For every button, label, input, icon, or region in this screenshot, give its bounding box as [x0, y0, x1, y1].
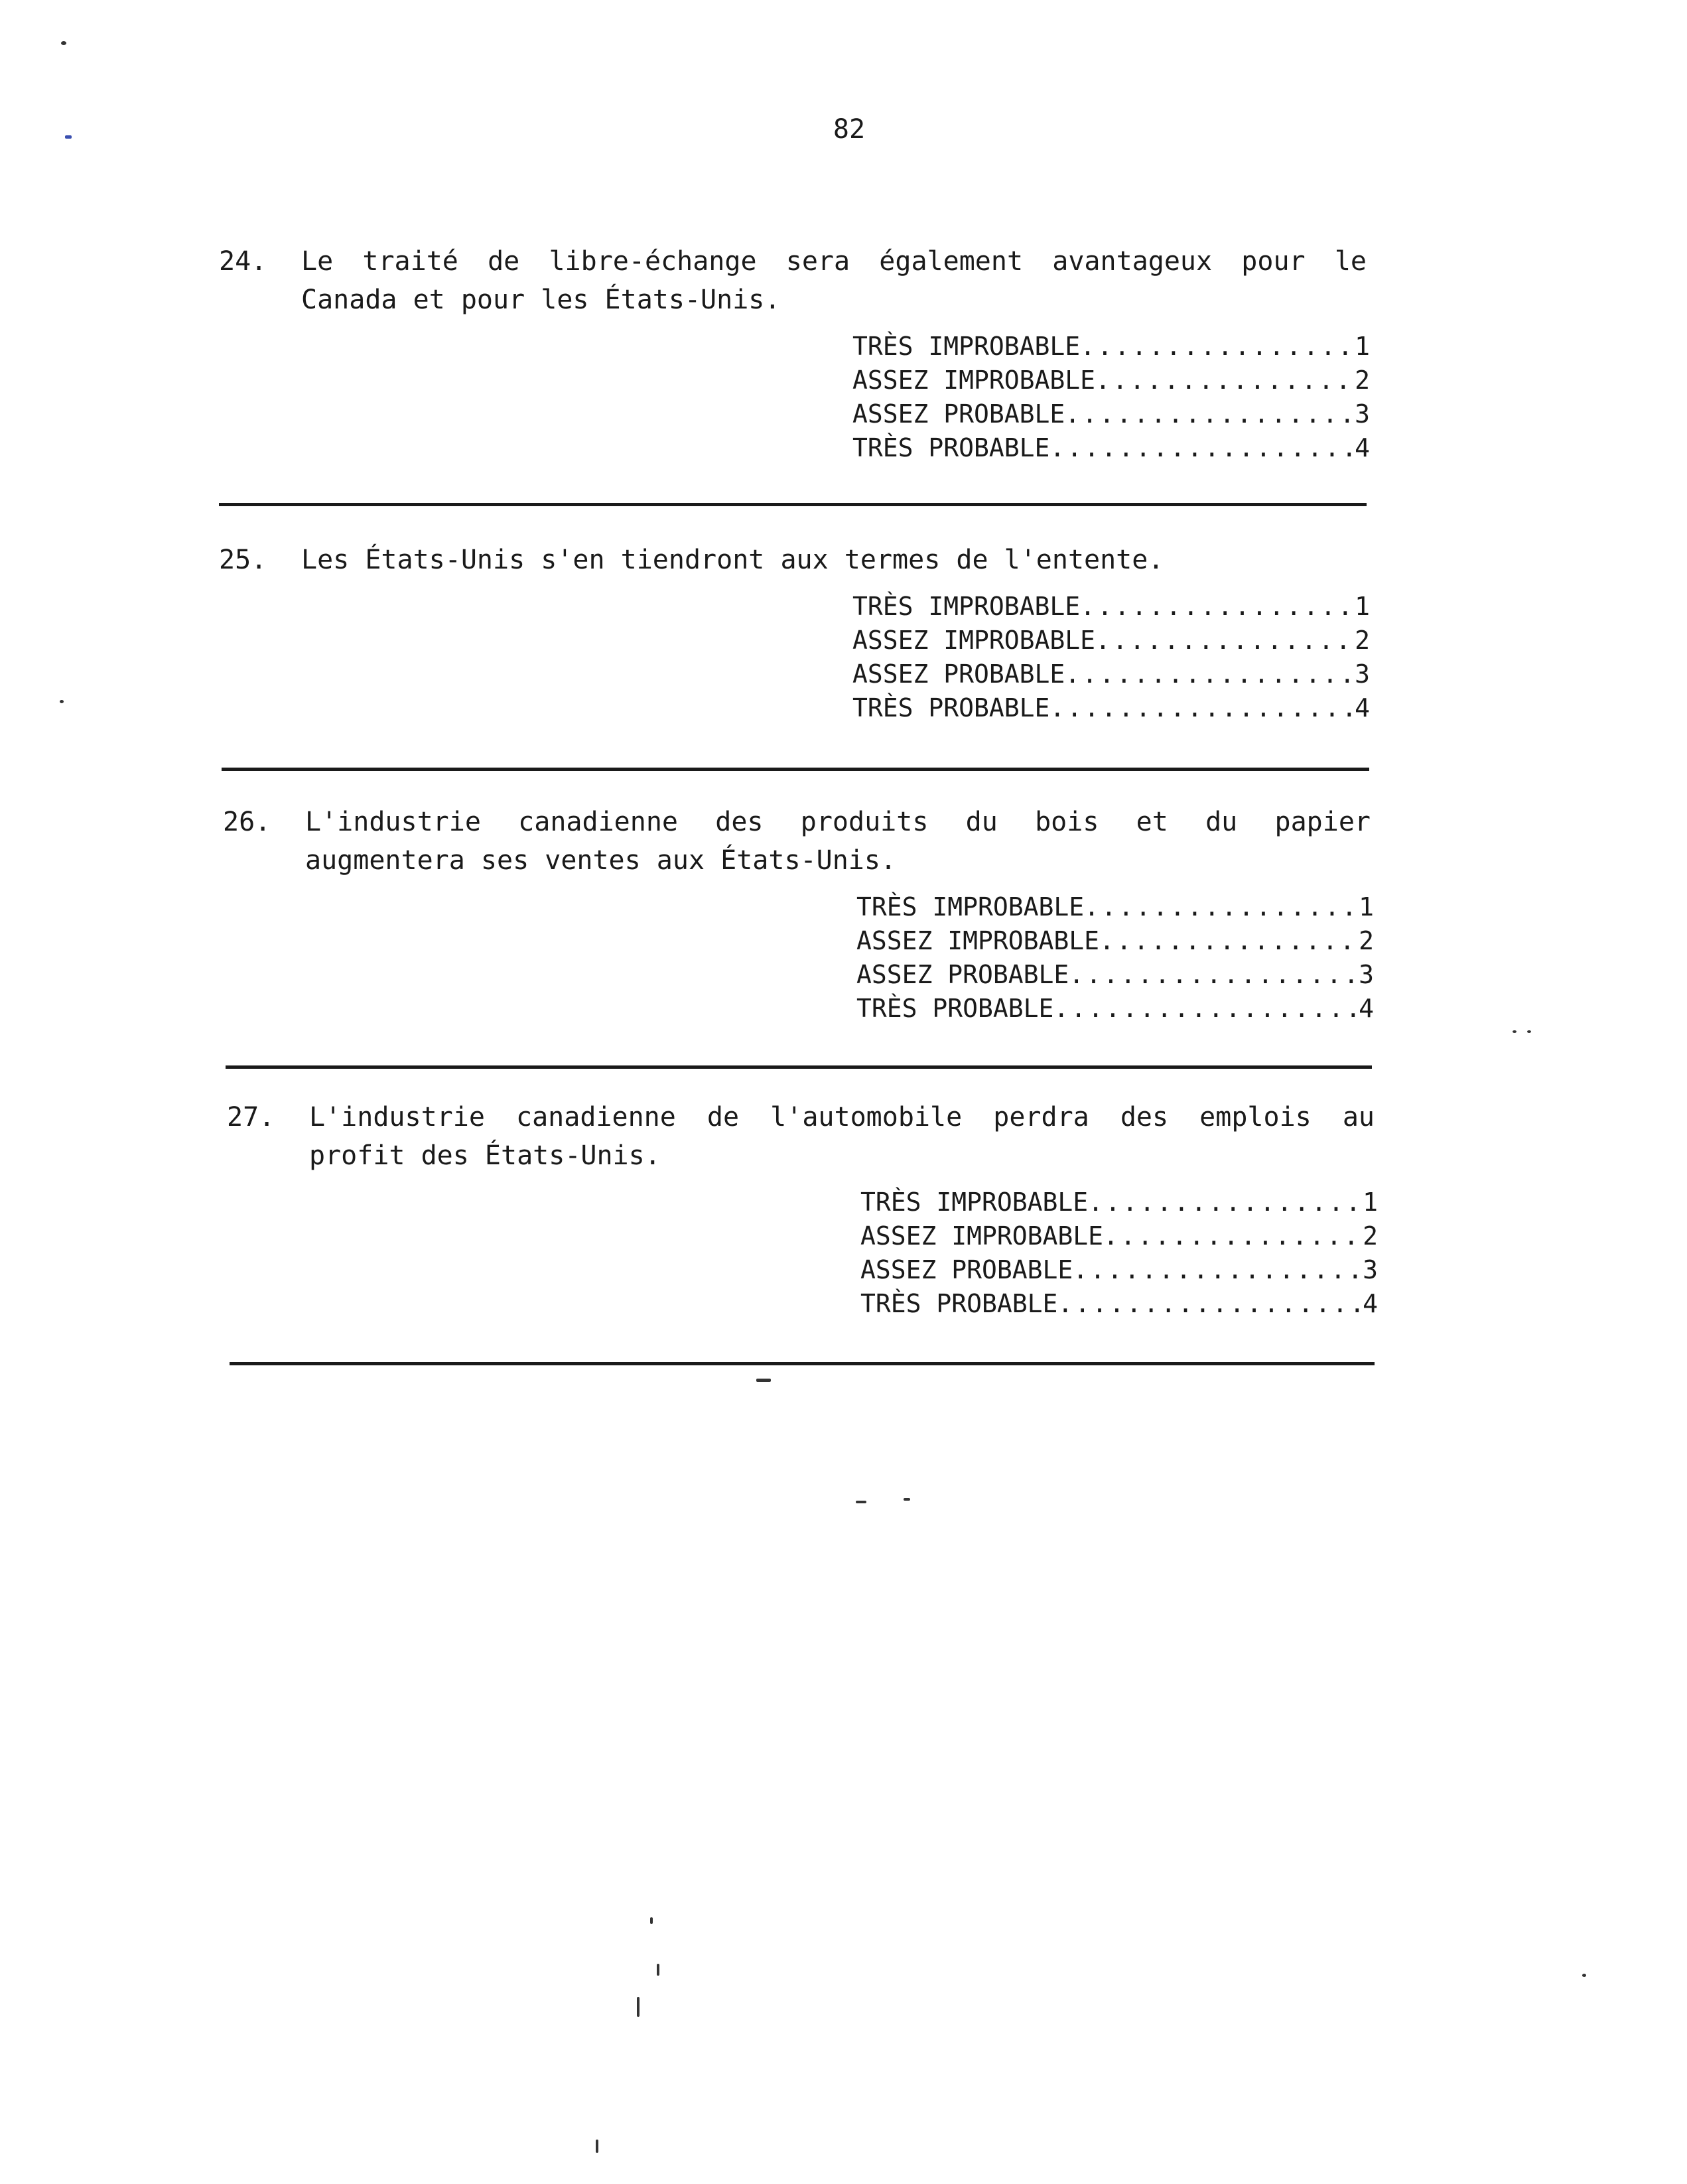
leader-dots	[1095, 364, 1355, 397]
scan-speck	[65, 135, 72, 139]
answer-option[interactable]	[856, 924, 1374, 958]
option-label: TRÈS IMPROBABLE	[856, 892, 1085, 921]
question-text-line: augmentera ses ventes aux États-Unis.	[305, 845, 897, 876]
scan-speck	[1527, 1030, 1531, 1033]
answer-option[interactable]	[852, 590, 1370, 624]
leader-dots	[1088, 1186, 1363, 1219]
answer-option[interactable]	[860, 1287, 1378, 1321]
option-label: ASSEZ PROBABLE	[860, 1255, 1073, 1284]
option-label: ASSEZ IMPROBABLE	[860, 1221, 1104, 1251]
scan-speck	[650, 1917, 653, 1924]
scan-speck	[1582, 1974, 1586, 1977]
section-divider	[230, 1362, 1375, 1365]
option-code: 4	[1359, 994, 1374, 1023]
leader-dots	[1103, 1219, 1363, 1253]
answer-option[interactable]	[860, 1186, 1378, 1219]
question-text-line: Les États-Unis s'en tiendront aux termes de l'entente.	[301, 545, 1164, 575]
section-divider	[219, 503, 1367, 506]
answer-option[interactable]	[852, 330, 1370, 364]
question-number: 25.	[219, 545, 267, 575]
answer-option[interactable]	[856, 890, 1374, 924]
option-label: TRÈS PROBABLE	[852, 693, 1050, 722]
option-label: ASSEZ PROBABLE	[852, 399, 1065, 429]
question-text	[301, 242, 1367, 319]
scan-speck	[856, 1501, 866, 1503]
question-number: 24.	[219, 246, 267, 277]
answer-option[interactable]	[852, 397, 1370, 431]
question-header	[219, 242, 1367, 319]
question-text	[309, 1098, 1375, 1175]
scan-speck	[904, 1498, 910, 1501]
leader-dots	[1057, 1287, 1363, 1321]
option-code: 3	[1363, 1255, 1378, 1284]
section-divider	[226, 1065, 1372, 1069]
page-number: 82	[833, 114, 866, 145]
option-label: TRÈS PROBABLE	[852, 433, 1050, 462]
option-code: 3	[1355, 659, 1370, 689]
answer-options	[852, 330, 1370, 465]
option-label: ASSEZ IMPROBABLE	[856, 926, 1100, 955]
option-code: 1	[1363, 1188, 1378, 1217]
option-label: ASSEZ IMPROBABLE	[852, 626, 1096, 655]
option-code: 1	[1359, 892, 1374, 921]
answer-option[interactable]	[852, 691, 1370, 725]
question-text-line: Le traité de libre-échange sera également avantageux pour le	[301, 246, 1367, 277]
leader-dots	[1080, 590, 1355, 624]
scan-speck	[756, 1379, 771, 1382]
scan-speck	[657, 1964, 659, 1976]
scan-speck	[61, 41, 66, 45]
leader-dots	[1049, 431, 1355, 465]
leader-dots	[1080, 330, 1355, 364]
leader-dots	[1073, 1253, 1363, 1287]
option-label: TRÈS PROBABLE	[860, 1289, 1058, 1318]
option-label: TRÈS IMPROBABLE	[852, 332, 1081, 361]
question-text	[301, 541, 1367, 579]
question-number: 26.	[223, 807, 271, 837]
leader-dots	[1099, 924, 1359, 958]
question-text-line: Canada et pour les États-Unis.	[301, 285, 781, 315]
option-code: 4	[1363, 1289, 1378, 1318]
option-label: TRÈS IMPROBABLE	[852, 592, 1081, 621]
option-code: 3	[1355, 399, 1370, 429]
answer-options	[860, 1186, 1378, 1321]
answer-option[interactable]	[852, 364, 1370, 397]
question-header	[227, 1098, 1375, 1175]
leader-dots	[1049, 691, 1355, 725]
answer-options	[852, 590, 1370, 725]
answer-option[interactable]	[860, 1253, 1378, 1287]
scan-speck	[637, 1997, 640, 2017]
option-code: 2	[1355, 626, 1370, 655]
option-code: 3	[1359, 960, 1374, 989]
question-27	[227, 1098, 1378, 1321]
question-text	[305, 803, 1371, 880]
question-header	[219, 541, 1367, 579]
answer-option[interactable]	[856, 992, 1374, 1026]
option-code: 4	[1355, 693, 1370, 722]
option-code: 4	[1355, 433, 1370, 462]
scan-speck	[596, 2140, 598, 2153]
leader-dots	[1095, 624, 1355, 657]
scan-speck	[60, 700, 64, 703]
leader-dots	[1084, 890, 1359, 924]
answer-option[interactable]	[852, 657, 1370, 691]
question-header	[223, 803, 1371, 880]
option-label: ASSEZ IMPROBABLE	[852, 366, 1096, 395]
option-label: ASSEZ PROBABLE	[852, 659, 1065, 689]
leader-dots	[1069, 958, 1359, 992]
leader-dots	[1053, 992, 1359, 1026]
option-code: 1	[1355, 332, 1370, 361]
option-label: ASSEZ PROBABLE	[856, 960, 1069, 989]
option-code: 2	[1359, 926, 1374, 955]
question-number: 27.	[227, 1102, 275, 1132]
question-text-line: L'industrie canadienne des produits du bois et du papier	[305, 807, 1371, 837]
answer-option[interactable]	[860, 1219, 1378, 1253]
answer-options	[856, 890, 1374, 1026]
question-25	[219, 541, 1370, 725]
answer-option[interactable]	[852, 431, 1370, 465]
section-divider	[222, 768, 1369, 771]
question-24	[219, 242, 1370, 465]
question-text-line: L'industrie canadienne de l'automobile perdra des emplois au	[309, 1102, 1375, 1132]
option-code: 1	[1355, 592, 1370, 621]
question-26	[223, 803, 1374, 1026]
option-code: 2	[1355, 366, 1370, 395]
leader-dots	[1065, 657, 1355, 691]
answer-option[interactable]	[856, 958, 1374, 992]
option-label: TRÈS IMPROBABLE	[860, 1188, 1089, 1217]
option-code: 2	[1363, 1221, 1378, 1251]
option-label: TRÈS PROBABLE	[856, 994, 1054, 1023]
scan-speck	[1513, 1030, 1517, 1033]
leader-dots	[1065, 397, 1355, 431]
question-text-line: profit des États-Unis.	[309, 1140, 661, 1171]
answer-option[interactable]	[852, 624, 1370, 657]
